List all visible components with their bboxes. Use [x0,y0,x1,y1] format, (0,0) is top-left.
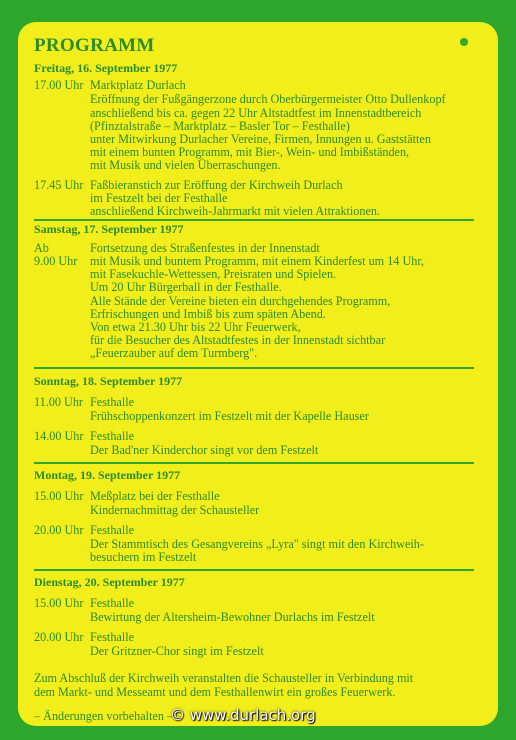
entry-line: Festhalle [90,429,135,443]
entry-time: 17.00 Uhr [34,78,84,92]
entry-line: Erfrischungen und Imbiß bis zum späten Abend. [90,307,326,321]
entry-line: Marktplatz Durlach [90,78,186,92]
entry-line: besuchern im Festzelt [90,550,197,564]
entry-line: anschließend bis ca. gegen 22 Uhr Altstadtfest im Innenstadtbereich [90,106,422,120]
entry-line: im Festzelt bei der Festhalle [90,191,228,205]
entry-time: 15.00 Uhr [34,489,84,503]
entry-line: „Feuerzauber auf dem Turmberg". [90,346,258,360]
entry-line: mit Musik und vielen Überraschungen. [90,158,281,172]
footer-note: – Änderungen vorbehalten – [34,709,174,723]
entry-line: Um 20 Uhr Bürgerball in der Festhalle. [90,280,282,294]
day-heading-sunday: Sonntag, 18. September 1977 [34,374,183,388]
entry-time: 11.00 Uhr [34,395,83,409]
entry-line: Von etwa 21.30 Uhr bis 22 Uhr Feuerwerk, [90,320,301,334]
entry-line: Festhalle [90,523,135,537]
entry-line: Faßbieranstich zur Eröffung der Kirchweih Durlach [90,178,343,192]
entry-line: Festhalle [90,630,135,644]
entry-line: mit Fasekuchle-Wettessen, Preisraten und Spielen. [90,267,337,281]
day-heading-saturday: Samstag, 17. September 1977 [34,222,184,236]
entry-time: 20.00 Uhr [34,630,84,644]
entry-line: Festhalle [90,395,135,409]
entry-line: (Pfinztalstraße – Marktplatz – Basler Tor – Festhalle) [90,119,350,133]
day-heading-tuesday: Dienstag, 20. September 1977 [34,575,185,589]
entry-line: Frühschoppenkonzert im Festzelt mit der Kapelle Hauser [90,409,369,423]
section-divider [34,569,474,571]
section-divider [34,367,474,369]
entry-line: Festhalle [90,596,135,610]
day-heading-monday: Montag, 19. September 1977 [34,468,181,482]
entry-line: mit Musik und buntem Programm, mit einem Kinderfest um 14 Uhr, [90,254,424,268]
entry-line: Meßplatz bei der Festhalle [90,489,220,503]
corner-dot [460,38,468,46]
entry-line: Der Bad'ner Kinderchor singt vor dem Festzelt [90,443,319,457]
entry-time: 15.00 Uhr [34,596,84,610]
section-divider [34,219,474,221]
entry-time: 17.45 Uhr [34,178,84,192]
entry-line: unter Mitwirkung Durlacher Vereine, Firmen, Innungen u. Gaststätten [90,132,431,146]
entry-time: 20.00 Uhr [34,523,84,537]
day-heading-friday: Freitag, 16. September 1977 [34,61,178,75]
entry-line: für die Besucher des Altstadtfestes in der Innenstadt sichtbar [90,333,386,347]
entry-line: Der Stammtisch des Gesangvereins „Lyra" singt mit den Kirchweih- [90,537,424,551]
entry-line: Kindernachmittag der Schausteller [90,503,260,517]
entry-line: anschließend Kirchweih-Jahrmarkt mit vielen Attraktionen. [90,204,381,218]
program-title: PROGRAMM [34,35,155,56]
entry-line: Fortsetzung des Straßenfestes in der Innenstadt [90,241,320,255]
section-divider [34,462,474,464]
entry-line: mit einem bunten Programm, mit Bier-, Wein- und Imbißständen, [90,145,410,159]
entry-line: Alle Stände der Vereine bieten ein durchgehendes Programm, [90,294,391,308]
entry-line: Eröffnung der Fußgängerzone durch Oberbürgermeister Otto Dullenkopf [90,92,446,106]
entry-line: Der Gritzner-Chor singt im Festzelt [90,644,264,658]
entry-time: 14.00 Uhr [34,429,84,443]
entry-line: Bewirtung der Altersheim-Bewohner Durlachs im Festzelt [90,610,375,624]
copyright-watermark: © www.durlach.org [170,706,316,724]
entry-time: 9.00 Uhr [34,254,78,268]
closing-text: Zum Abschluß der Kirchweih veranstalten die Schausteller in Verbindung mit [34,671,414,685]
entry-time: Ab [34,241,49,255]
closing-text: dem Markt- und Messeamt und dem Festhallenwirt ein großes Feuerwerk. [34,685,396,699]
